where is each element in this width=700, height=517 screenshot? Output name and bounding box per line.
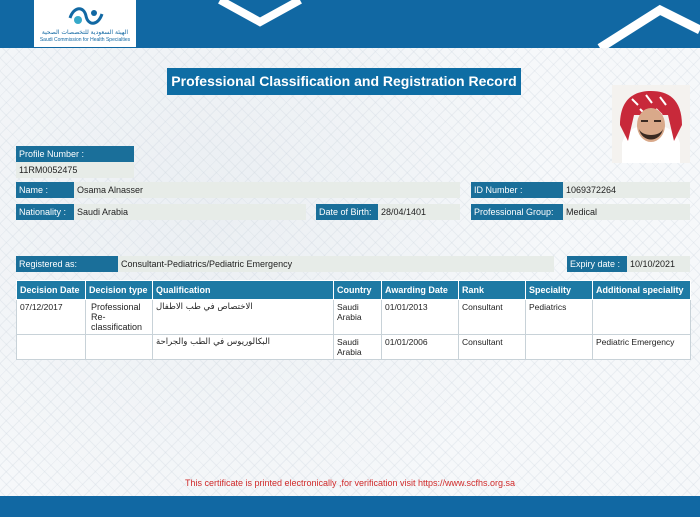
decision-date-cell [17, 335, 86, 360]
profile-number-label: Profile Number : [16, 146, 134, 162]
qualification-cell: الاختصاص في طب الاطفال [153, 300, 334, 335]
column-header: Rank [459, 281, 526, 300]
awarding-date-cell: 01/01/2006 [382, 335, 459, 360]
column-header: Decision type [86, 281, 153, 300]
footer-band [0, 496, 700, 517]
column-header: Qualification [153, 281, 334, 300]
page-title: Professional Classification and Registration Record [167, 68, 521, 95]
decision-date-cell: 07/12/2017 [17, 300, 86, 335]
column-header: Decision Date [17, 281, 86, 300]
rank-cell: Consultant [459, 335, 526, 360]
professional-group-value: Medical [563, 204, 690, 220]
scfhs-emblem-icon [66, 4, 106, 30]
column-header: Awarding Date [382, 281, 459, 300]
table-header-row [17, 281, 691, 300]
professional-group-label: Professional Group: [471, 204, 563, 220]
logo-english-text: Saudi Commission for Health Specialties [39, 37, 131, 43]
column-header: Additional speciality [593, 281, 691, 300]
qualification-cell: البكالوريوس في الطب والجراحة [153, 335, 334, 360]
column-header: Speciality [526, 281, 593, 300]
profile-photo [612, 85, 690, 163]
person-photo-icon [612, 85, 690, 163]
name-label: Name : [16, 182, 74, 198]
additional-speciality-cell [593, 300, 691, 335]
column-header: Country [334, 281, 382, 300]
profile-number-value: 11RM0052475 [16, 162, 134, 178]
scfhs-logo [34, 0, 136, 47]
verification-notice: This certificate is printed electronically ,for verification visit https://www.scfhs.org.sa [184, 478, 516, 488]
registered-as-label: Registered as: [16, 256, 118, 272]
decision-type-cell: Professional Re-classification [86, 300, 153, 335]
decision-type-cell [86, 335, 153, 360]
country-cell: Saudi Arabia [334, 335, 382, 360]
country-cell: Saudi Arabia [334, 300, 382, 335]
table-row [17, 335, 691, 360]
id-number-value: 1069372264 [563, 182, 690, 198]
additional-speciality-cell: Pediatric Emergency [593, 335, 691, 360]
speciality-cell: Pediatrics [526, 300, 593, 335]
registered-as-value: Consultant-Pediatrics/Pediatric Emergency [118, 256, 554, 272]
table-row [17, 300, 691, 335]
rank-cell: Consultant [459, 300, 526, 335]
expiry-date-value: 10/10/2021 [627, 256, 690, 272]
id-number-label: ID Number : [471, 182, 563, 198]
qualification-table [16, 280, 691, 360]
date-of-birth-value: 28/04/1401 [378, 204, 460, 220]
nationality-value: Saudi Arabia [74, 204, 306, 220]
logo-arabic-text: الهيئة السعودية للتخصصات الصحية [41, 29, 129, 36]
expiry-date-label: Expiry date : [567, 256, 627, 272]
speciality-cell [526, 335, 593, 360]
nationality-label: Nationality : [16, 204, 74, 220]
awarding-date-cell: 01/01/2013 [382, 300, 459, 335]
date-of-birth-label: Date of Birth: [316, 204, 378, 220]
name-value: Osama Alnasser [74, 182, 460, 198]
verification-footer-text [0, 478, 700, 488]
